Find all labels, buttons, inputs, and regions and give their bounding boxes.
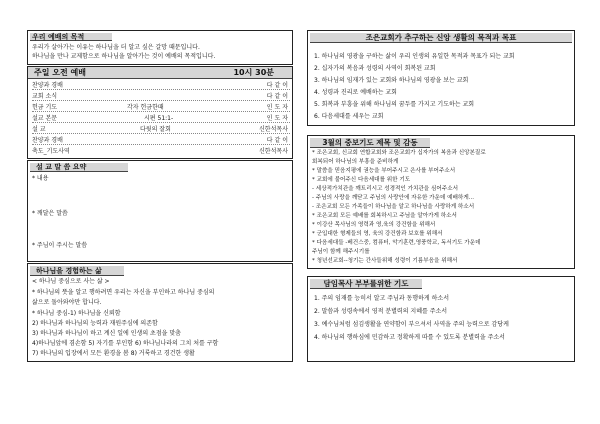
order-row	[32, 81, 290, 90]
goal-item: 2. 십자가의 복음과 성령의 사역이 회복된 교회	[314, 65, 436, 72]
order-row	[32, 103, 290, 112]
pastor-prayer-item: 3. 예수님처럼 섬김생활을 연약함이 부으셔서 사역을 주의 능력으로 감당케	[314, 321, 509, 328]
experience-god-subtitle: < 하나님 중심으로 사는 삶 >	[32, 278, 110, 285]
order-detail: 각자 헌금한때	[127, 104, 164, 111]
pastor-prayer-item: 1. 주의 임재를 능히서 알고 주님과 동행하게 하소서	[314, 295, 449, 302]
prayer-topics-title: 3월의 중보기도 제목 및 감동	[310, 138, 430, 148]
order-row	[32, 136, 290, 145]
prayer-line: 주님이 함께 해주시기를	[312, 249, 370, 255]
experience-line: 7) 하나님의 입장에서 모든 환경을 봄 8) 거룩하고 경건한 생활	[32, 350, 195, 357]
experience-god-section	[27, 263, 293, 362]
goal-item: 1. 하나님의 영광을 구하는 삶이 우리 인생의 유일한 목적과 목표가 되는 교회	[314, 53, 515, 60]
order-leader: 신한석목사	[259, 148, 288, 155]
church-goals-title: 조은교회가 추구하는 신앙 생활의 목적과 목표	[310, 33, 572, 43]
order-leader: 인 도 자	[266, 115, 288, 122]
sermon-summary-section	[27, 160, 293, 262]
worship-purpose-title: 우리 예배의 목적	[30, 33, 112, 41]
prayer-line: * 다음세대들 -베건스중, 컴퓨터, 악기훈련,영풍학교, 독서기도 가운데	[312, 240, 481, 246]
worship-purpose-section	[27, 30, 293, 65]
sermon-item: * 깨달은 말씀	[32, 210, 68, 217]
experience-line: 4)하나님앞에 겸손함 5) 자기를 부인함 6) 하나님나라의 그치 처를 구함	[32, 340, 219, 347]
order-item: 축도_기도사역	[32, 148, 70, 155]
order-row	[32, 114, 290, 123]
worship-order-title: 주일 오전 예배	[34, 68, 86, 77]
worship-order-section	[27, 66, 293, 159]
sermon-summary-title: 설 교 말 씀 요약	[30, 163, 128, 172]
sermon-item: * 주님이 주시는 말씀	[32, 242, 88, 249]
purpose-line: 하나님을 만나 교제함으로 하나님을 알아가는 것이 예배의 목적입니다.	[32, 53, 216, 60]
order-item: 설교 본문	[32, 115, 58, 122]
purpose-line: 우리가 살아가는 이유는 하나님을 더 알고 싶은 갈망 때문입니다.	[32, 44, 200, 51]
worship-order-header	[28, 67, 292, 79]
church-goals-section	[307, 30, 575, 126]
experience-line: * 하나님 중심-1) 하나님을 신뢰함	[32, 310, 121, 317]
prayer-line: - 조은교회 모든 가족들이 하나님을 알고 하나님을 사랑하게 하소서	[312, 204, 475, 210]
prayer-line: * 교회에 불어주신 다음세대를 위한 기도	[312, 177, 411, 183]
pastor-prayer-title: 담임목사 부부를위한 기도	[310, 279, 422, 289]
prayer-line: * 조은교회, 신교회 연합교회와 조은교회가 십자가의 복음과 신앙본질로	[312, 150, 486, 156]
order-item: 교회 소식	[32, 93, 58, 100]
prayer-line: * 군입대한 형제들의 영, 육의 강건함과 보호를 위해서	[312, 231, 443, 237]
order-item: 찬양과 경배	[32, 82, 63, 89]
order-item: 설 교	[32, 126, 46, 133]
prayer-line: - 세상적가치관을 깨트리시고 성경적인 가치관을 심어주소서	[312, 186, 458, 192]
prayer-line: * 청년선교회--청기는 간사들위해 성령이 기름부음을 위해서	[312, 258, 458, 264]
prayer-line: 회복되어 하나님의 부흥을 준비하게	[312, 159, 399, 165]
order-leader: 다 같 이	[266, 82, 288, 89]
experience-line: 2) 하나님과 하나님의 능력과 재원주심에 의존함	[32, 320, 158, 327]
pastor-prayer-section	[307, 276, 575, 362]
pastor-prayer-item: 2. 말씀과 성령속에서 영적 분별력의 지혜를 주소서	[314, 308, 448, 315]
sermon-item: * 내용	[32, 175, 49, 182]
prayer-line: - 주님의 사랑을 깨닫고 주님의 사랑안에 자유한 가운데 예배하게...	[312, 195, 475, 201]
worship-time: 10시 30분	[233, 68, 274, 77]
experience-line: 삶으로 돌아와야만 합니다.	[32, 299, 102, 306]
pastor-prayer-item: 4. 하나님의 행하심에 민감하고 정확하게 따를 수 있도록 분별력을 주소서	[314, 334, 505, 341]
order-item: 찬양과 경배	[32, 137, 63, 144]
prayer-line: * 말씀을 믿음지평에 권능을 부어주시고 은사를 부어주소서	[312, 168, 456, 174]
goal-item: 5. 회복과 부흥을 위해 하나님의 꿈두를 가지고 기도하는 교회	[314, 101, 475, 108]
order-detail: 다윗의 잘회	[140, 126, 171, 133]
experience-god-title: 하나님을 경험하는 삶	[30, 266, 124, 276]
order-detail: 시편 51:1-	[144, 115, 174, 122]
goal-item: 4. 성령과 진리로 예배하는 교회	[314, 89, 397, 96]
goal-item: 6. 다음세대를 세우는 교회	[314, 113, 384, 120]
experience-line: 3) 하나님과 하나님이 하고 계신 일에 인생의 초점을 맞춤	[32, 330, 181, 337]
prayer-line: * 이강산 목사님의 영력과 영,육의 강건함을 위해서	[312, 222, 436, 228]
order-leader: 신한석목사	[259, 126, 288, 133]
order-row	[32, 92, 290, 101]
experience-line: * 하나님의 뜻을 알고 행하려면 우리는 자신을 부인하고 하나님 중심의	[32, 289, 215, 296]
order-row	[32, 125, 290, 134]
goal-item: 3. 하나님의 임재가 있는 교회와 하나님의 영광을 보는 교회	[314, 77, 469, 84]
order-item: 헌금 기도	[32, 104, 58, 111]
order-row	[32, 147, 290, 156]
order-leader: 다 같 이	[266, 93, 288, 100]
prayer-topics-section	[307, 135, 575, 269]
order-leader: 다 같 이	[266, 137, 288, 144]
prayer-line: * 조은교회 모든 예배를 회복하시고 주님을 알아가게 하소서	[312, 213, 457, 219]
order-leader: 인 도 자	[266, 104, 288, 111]
